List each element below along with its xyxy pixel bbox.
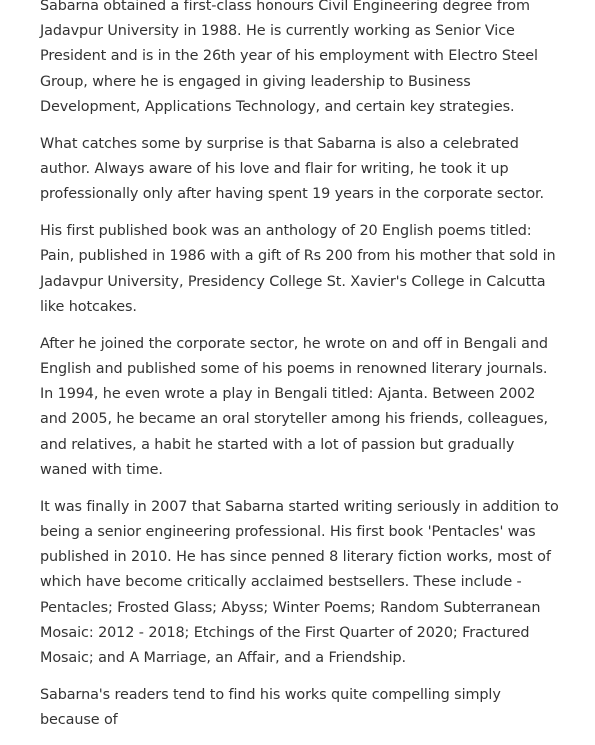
paragraph-corporate-writing: After he joined the corporate sector, he wrote on and off in Bengali and English and published some of his poems in renowned literary journals. In 1994, he even wrote a play in Bengali titled: Ajanta. Between 2002 and 2005, he became an oral storyteller among his friends, colleagues, and relatives, a habit he started with a lot of passion but gradually waned with time. (40, 335, 548, 478)
paragraph-first-book: His first published book was an anthology of 20 English poems titled: Pain, published in 1986 with a gift of Rs 200 from his mother that sold in Jadavpur University, Presidency College St. Xavier's College in Calcutta like hotcakes. (40, 223, 556, 315)
paragraph-author-intro: What catches some by surprise is that Sabarna is also a celebrated author. Always aware of his love and flair for writing, he took it up professionally only after having spent 19 years in the corporate sector. (40, 135, 545, 203)
article-body (40, 0, 560, 745)
paragraph-readers: Sabarna's readers tend to find his works quite compelling simply because of (40, 687, 501, 729)
paragraph-education: Sabarna obtained a first-class honours Civil Engineering degree from Jadavpur University in 1988. He is currently working as Senior Vice President and is in the 26th year of his employment with Electro Steel Group, where he is engaged in giving leadership to Business Development, Applications Technology, and certain key strategies. (40, 0, 538, 115)
paragraph-published-works: It was finally in 2007 that Sabarna started writing seriously in addition to being a senior engineering professional. His first book 'Pentacles' was published in 2010. He has since penned 8 literary fiction works, most of which have become critically acclaimed bestsellers. These include - Pentacles; Frosted Glass; Abyss; Winter Poems; Random Subterranean Mosaic: 2012 - 2018; Etchings of the First Quarter of 2020; Fractured Mosaic; and A Marriage, an Affair, and a Friendship. (40, 498, 559, 667)
